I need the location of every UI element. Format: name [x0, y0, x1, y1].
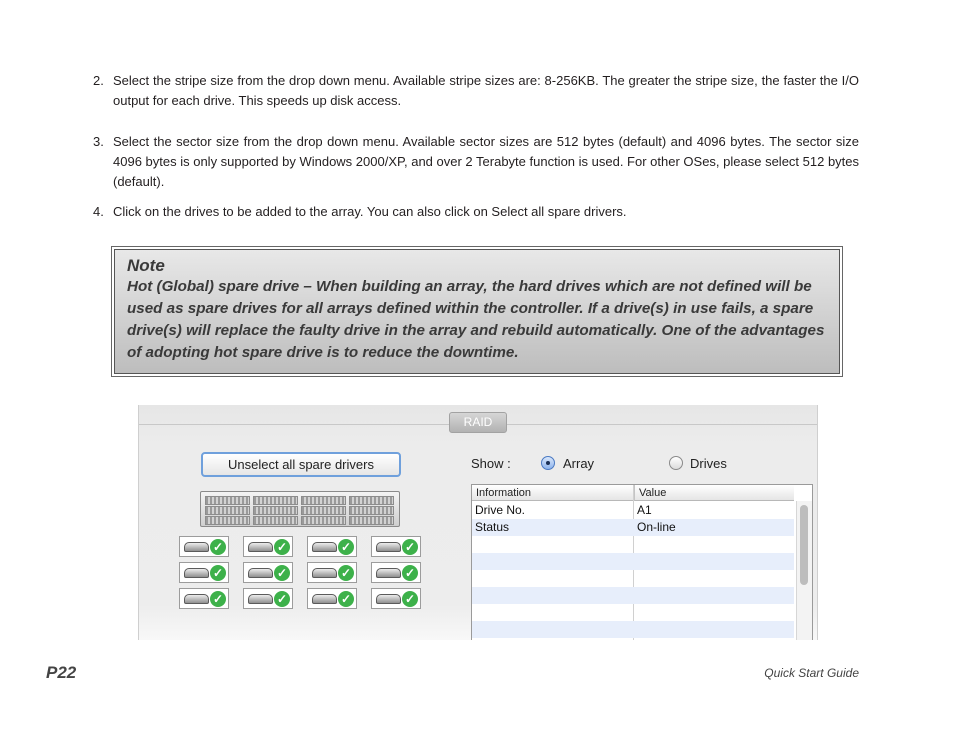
drive-tile[interactable]: [307, 588, 357, 609]
table-row-empty: [472, 570, 794, 587]
check-icon: ✓: [338, 539, 354, 555]
table-row-empty: [472, 587, 794, 604]
hard-drive-icon: [184, 594, 209, 604]
check-icon: ✓: [274, 591, 290, 607]
radio-array-label[interactable]: Array: [563, 456, 595, 471]
hard-drive-icon: [376, 568, 401, 578]
check-icon: ✓: [338, 565, 354, 581]
drive-tile[interactable]: [179, 562, 229, 583]
table-row[interactable]: [472, 519, 794, 536]
step-number: 4.: [93, 204, 104, 219]
enclosure-bay: [253, 506, 298, 515]
check-icon: ✓: [402, 591, 418, 607]
hard-drive-icon: [184, 568, 209, 578]
check-icon: ✓: [210, 539, 226, 555]
step-4: [93, 202, 859, 222]
scrollbar-thumb[interactable]: [800, 505, 808, 585]
drive-enclosure-icon: [200, 491, 400, 527]
enclosure-bay: [253, 516, 298, 525]
note-title: Note: [127, 256, 165, 275]
enclosure-bay: [349, 496, 394, 505]
enclosure-bay: [205, 506, 250, 515]
drive-tile[interactable]: [371, 588, 421, 609]
info-table: [471, 484, 813, 640]
enclosure-bay: [301, 496, 346, 505]
radio-drives-label[interactable]: Drives: [690, 456, 727, 471]
enclosure-bay: [253, 496, 298, 505]
column-header-information[interactable]: Information: [472, 485, 634, 501]
enclosure-bay: [205, 516, 250, 525]
table-row-empty: [472, 604, 794, 621]
hard-drive-icon: [376, 594, 401, 604]
step-number: 3.: [93, 134, 104, 149]
check-icon: ✓: [210, 565, 226, 581]
drive-tile[interactable]: [243, 588, 293, 609]
step-text: Select the sector size from the drop down menu. Available sector sizes are 512 bytes (default) and 4096 bytes. The sector size 4096 bytes is only supported by Windows 2000/XP, and over 2 Terabyte function is used. For other OSes, please select 512 bytes (default).: [113, 134, 860, 189]
step-number: 2.: [93, 73, 104, 88]
check-icon: ✓: [210, 591, 226, 607]
column-header-value[interactable]: Value: [634, 485, 794, 501]
note-content: [114, 249, 840, 374]
drive-tile[interactable]: [307, 536, 357, 557]
step-2: [93, 71, 859, 111]
table-row-empty: [472, 553, 794, 570]
vertical-scrollbar[interactable]: [796, 501, 812, 640]
hard-drive-icon: [248, 594, 273, 604]
cell-information: Status: [475, 520, 510, 534]
tab-raid[interactable]: RAID: [449, 412, 507, 433]
table-row-empty: [472, 536, 794, 553]
check-icon: ✓: [274, 539, 290, 555]
hard-drive-icon: [376, 542, 401, 552]
hard-drive-icon: [184, 542, 209, 552]
enclosure-bay: [349, 516, 394, 525]
table-row[interactable]: [472, 502, 794, 519]
step-text: Select the stripe size from the drop down menu. Available stripe sizes are: 8-256KB. The greater the stripe size, the faster the I/O output for each drive. This speeds up disk access.: [113, 73, 859, 108]
drive-tile[interactable]: [179, 536, 229, 557]
drive-tile[interactable]: [371, 536, 421, 557]
unselect-all-spare-drivers-button[interactable]: Unselect all spare drivers: [201, 452, 401, 477]
enclosure-bay: [301, 506, 346, 515]
footer-guide-title: Quick Start Guide: [764, 666, 859, 680]
check-icon: ✓: [402, 565, 418, 581]
step-text: Click on the drives to be added to the array. You can also click on Select all spare drivers.: [113, 204, 627, 219]
drive-tile[interactable]: [243, 562, 293, 583]
check-icon: ✓: [402, 539, 418, 555]
cell-information: Drive No.: [475, 503, 526, 517]
check-icon: ✓: [338, 591, 354, 607]
drive-tile[interactable]: [371, 562, 421, 583]
hard-drive-icon: [312, 568, 337, 578]
hard-drive-icon: [312, 594, 337, 604]
hard-drive-icon: [248, 568, 273, 578]
enclosure-bay: [205, 496, 250, 505]
hard-drive-icon: [248, 542, 273, 552]
note-box: [111, 246, 843, 377]
enclosure-bay: [301, 516, 346, 525]
step-3: [93, 132, 859, 192]
show-label: Show :: [471, 456, 511, 471]
cell-value: On-line: [637, 520, 676, 534]
note-text: Hot (Global) spare drive – When building an array, the hard drives which are not defined will be used as spare drives for all arrays defined within the controller. If a drive(s) in use fails, a spare drive(s) will replace the faulty drive in the array and rebuild automatically. One of the advantages of adopting hot spare drive is to reduce the downtime.: [127, 278, 825, 361]
radio-drives[interactable]: [669, 456, 683, 470]
drive-tile[interactable]: [179, 588, 229, 609]
hard-drive-icon: [312, 542, 337, 552]
raid-panel: [138, 405, 818, 640]
radio-array[interactable]: [541, 456, 555, 470]
table-row-empty: [472, 621, 794, 638]
drive-tile[interactable]: [307, 562, 357, 583]
check-icon: ✓: [274, 565, 290, 581]
page-number: P22: [46, 663, 77, 682]
enclosure-bay: [349, 506, 394, 515]
drive-tile[interactable]: [243, 536, 293, 557]
cell-value: A1: [637, 503, 652, 517]
